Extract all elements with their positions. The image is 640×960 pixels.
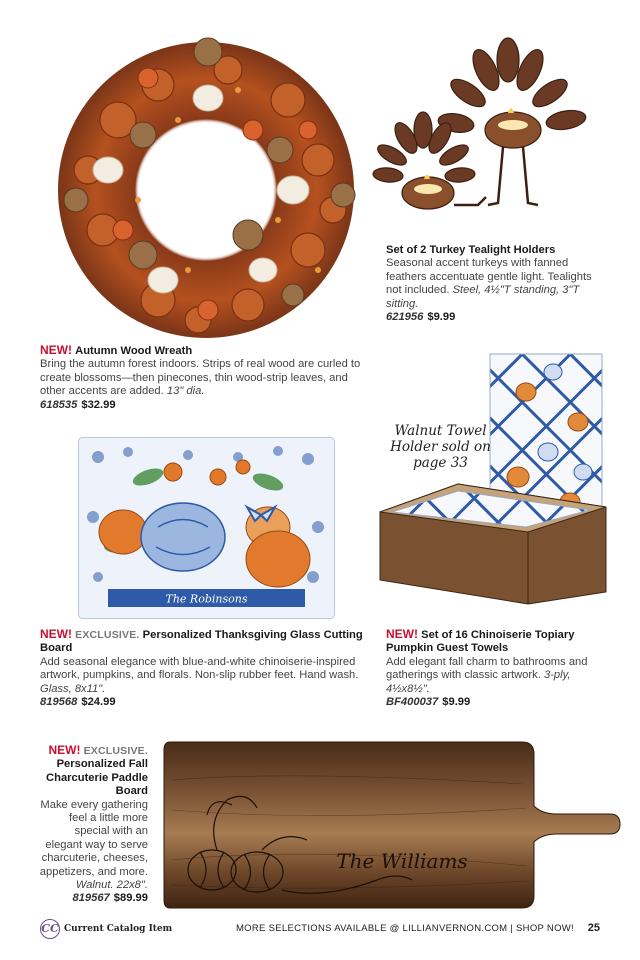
new-badge: NEW! [48,743,81,757]
product-sku: BF400037 [386,696,439,709]
towel-holder-note-text: Walnut Towel Holder sold on page 33 [390,423,491,471]
product-price: $32.99 [81,398,116,411]
product-description: Make every gathering feel a little more special with an elegant way to serve charcuterie, cheeses, appetizers, and more. [39,798,148,878]
product-spec: Walnut. 22x8". [75,879,148,892]
product-price: $24.99 [81,696,116,709]
product-sku: 618535 [40,398,78,411]
exclusive-badge: EXCLUSIVE. [75,629,140,641]
paddle-product-info [36,744,148,906]
product-price: $9.99 [427,311,456,324]
product-spec: 3-ply, 4½x8½". [386,669,571,695]
new-badge: NEW! [40,627,72,641]
product-description: Bring the autumn forest indoors. Strips of real wood are curled to create blossoms—then pinecones, thin wood-strip leaves, and other accents are added. [40,358,361,398]
product-title[interactable]: Set of 16 Chinoiserie Topiary Pumpkin Guest Towels [386,629,575,655]
product-title[interactable]: Personalized Fall Charcuterie Paddle Board [46,758,148,798]
guest-towels-image[interactable] [378,352,608,607]
more-selections-link[interactable]: MORE SELECTIONS AVAILABLE @ LILLIANVERNON.COM | SHOP NOW! [235,923,574,934]
product-price: $89.99 [113,892,148,905]
cutting-board-banner-name: The Robinsons [165,592,248,606]
exclusive-badge: EXCLUSIVE. [83,745,148,757]
turkey-product-info [386,244,606,324]
towel-holder-note [388,423,493,471]
new-badge: NEW! [386,627,418,641]
board-product-info [40,628,370,709]
product-spec: Steel, 4½"T standing, 3"T sitting. [386,284,580,310]
product-description: Add elegant fall charm to bathrooms and gatherings with classic artwork. [386,655,588,682]
paddle-board-image[interactable] [162,740,624,910]
product-sku: 621956 [386,311,424,324]
product-price: $9.99 [442,696,471,709]
paddle-engraving-name: The Williams [336,849,468,873]
wreath-image[interactable] [48,30,368,345]
turkey-tealight-image[interactable] [368,35,613,220]
product-description: Add seasonal elegance with blue-and-white chinoiserie-inspired artwork, pumpkins, and florals. Non-slip rubber feet. Hand wash. [40,655,359,682]
page-number: 25 [587,922,600,934]
page-footer [0,915,640,945]
product-sku: 819567 [72,892,110,905]
wreath-product-info [40,344,375,412]
product-title[interactable]: Set of 2 Turkey Tealight Holders [386,244,556,256]
product-title[interactable]: Personalized Thanksgiving Glass Cutting Board [40,629,363,655]
product-title[interactable]: Autumn Wood Wreath [75,345,193,357]
current-catalog-icon: CC [40,919,60,939]
product-spec: 13" dia. [166,385,205,398]
product-description: Seasonal accent turkeys with fanned feathers accentuate gentle light. Tealights not included. [386,257,592,297]
product-spec: Glass, 8x11". [40,682,106,695]
towels-product-info [386,628,606,709]
cutting-board-image[interactable] [78,437,335,619]
new-badge: NEW! [40,343,72,357]
product-sku: 819568 [40,696,78,709]
current-catalog-label: Current Catalog Item [64,924,173,934]
